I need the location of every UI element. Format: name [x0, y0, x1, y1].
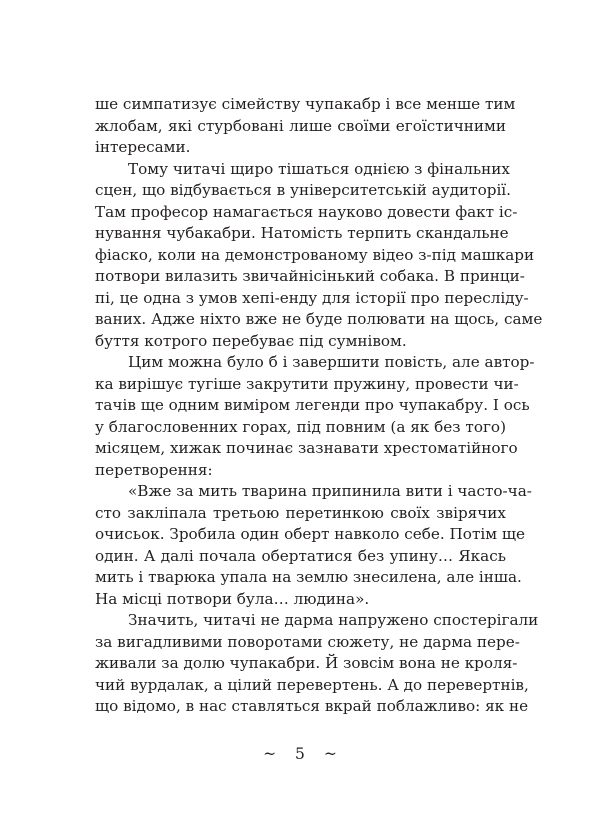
text-line: Тому читачі щиро тішаться однією з фінальних: [128, 159, 510, 178]
text-line: пі, це одна з умов хепі-енду для історії про пересліду-: [95, 288, 529, 307]
text-line: тачів ще одним виміром легенди про чупакабру. І ось: [95, 396, 530, 414]
paragraph: [95, 481, 532, 610]
text-line: сцен, що відбувається в університетській аудиторії.: [95, 181, 511, 199]
text-line: ше симпатизує сімейству чупакабр і все менше тим: [95, 95, 516, 113]
text-line: «Вже за мить тварина припинила вити і часто-ча-: [128, 482, 532, 500]
text-line: чий вурдалак, а цілий перевертень. А до перевертнів,: [95, 675, 529, 694]
text-line: ваних. Адже ніхто вже не буде полювати на щось, саме: [95, 310, 543, 328]
text-line: жлобам, які стурбовані лише своїми егоїстичними: [95, 116, 506, 135]
text-line: у благословенних горах, під повним (а як без того): [95, 417, 506, 436]
paragraph: [95, 159, 543, 353]
text-line: живали за долю чупакабри. Й зовсім вона не кроля-: [95, 654, 518, 672]
text-line: місяцем, хижак починає зазнавати хрестоматійного: [95, 439, 518, 457]
text-line: інтересами.: [95, 138, 191, 156]
page-number: ~ 5 ~: [263, 745, 337, 763]
text-line: один. А далі почала обертатися без упину… Якась: [95, 546, 506, 565]
text-line: мить і тварюка упала на землю знесилена, але інша.: [95, 568, 522, 586]
text-line: Значить, читачі не дарма напружено спостерігали: [128, 611, 539, 629]
text-line: очисьок. Зробила один оберт навколо себе. Потім ще: [95, 525, 525, 543]
text-line: за вигадливими поворотами сюжету, не дарма пере-: [95, 632, 520, 651]
text-line: потвори вилазить звичайнісінький собака. В принци-: [95, 267, 525, 285]
paragraph: [95, 94, 516, 159]
text-line: сто закліпала третьою перетинкою своїх звірячих: [95, 503, 506, 522]
text-line: ка вирішує тугіше закрутити пружину, провести чи-: [95, 374, 519, 393]
text-line: буття котрого перебуває під сумнівом.: [95, 331, 407, 350]
body-text: [95, 94, 543, 718]
text-line: Там професор намагається науково довести факт іс-: [95, 202, 518, 221]
text-line: фіаско, коли на демонстрованому відео з-під машкари: [95, 245, 535, 264]
text-line: перетворення:: [95, 460, 213, 479]
text-line: нування чубакабри. Натомість терпить скандальне: [95, 224, 509, 242]
text-line: На місці потвори була… людина».: [95, 589, 370, 608]
paragraph: [95, 610, 539, 718]
paragraph: [95, 352, 535, 481]
text-line: що відомо, в нас ставляться вкрай поблажливо: як не: [95, 697, 529, 715]
text-line: Цим можна було б і завершити повість, але автор-: [128, 353, 535, 371]
